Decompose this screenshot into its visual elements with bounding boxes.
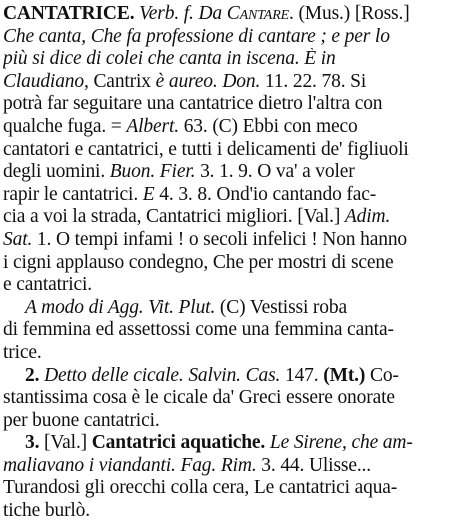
definition-text: più si dice di colei che canta in iscena. È in xyxy=(3,48,336,70)
subentry-term: Cantatrici aquatiche. xyxy=(91,432,266,454)
entry-line xyxy=(3,229,469,252)
entry-line xyxy=(3,455,469,478)
entry-line xyxy=(3,71,469,94)
text-run: . (Mus.) [Ross.] xyxy=(289,3,410,24)
text-run: per buone cantatrici. xyxy=(3,409,160,431)
source-word: Cantare xyxy=(226,3,289,24)
sense-label: A modo di Agg. Vit. Plut. xyxy=(25,296,216,318)
sense-label: Detto delle cicale. Salvin. Cas. xyxy=(44,364,281,386)
text-run: qualche fuga. = xyxy=(3,115,127,137)
dictionary-entry xyxy=(3,3,469,523)
citation: Buon. Fier. xyxy=(109,161,196,183)
headword: CANTATRICE. xyxy=(3,3,135,24)
text-run: 4. 3. 8. Ond'io cantando fac- xyxy=(154,183,377,205)
sense-number: 3. xyxy=(25,432,40,454)
text-run: 1. O tempi infami ! o secoli infelici ! Non hanno xyxy=(32,228,408,250)
definition-text: Le Sirene, che am- xyxy=(269,432,413,454)
entry-line xyxy=(3,500,469,523)
text-run: stantissima cosa è le cicale da' Greci essere onorate xyxy=(3,387,395,409)
text-run: di femmina ed assettossi come una femmina canta- xyxy=(3,319,394,341)
entry-line xyxy=(3,297,469,320)
entry-line xyxy=(3,387,469,410)
text-run: degli uomini. xyxy=(3,161,110,183)
citation: E xyxy=(142,183,155,205)
text-run: Claudiano, xyxy=(3,70,94,92)
entry-line xyxy=(3,206,469,229)
entry-line xyxy=(3,319,469,342)
entry-line xyxy=(3,26,469,49)
source-tag: (Mt.) xyxy=(323,364,366,386)
text-run: i cigni applauso condegno, Che per mostri di scene xyxy=(3,251,394,273)
entry-line xyxy=(3,116,469,139)
entry-line xyxy=(3,184,469,207)
text-run: Turandosi gli orecchi colla cera, Le cantatrici aqua- xyxy=(3,477,398,499)
citation: Sat. xyxy=(3,228,33,250)
text-run: Co- xyxy=(365,364,399,386)
entry-line xyxy=(3,365,469,388)
entry-line xyxy=(3,3,469,26)
text-run: (C) Vestissi roba xyxy=(215,296,347,318)
citation: Albert. xyxy=(126,115,179,137)
text-run: rapir le cantatrici. xyxy=(3,183,143,205)
entry-line xyxy=(3,93,469,116)
citation: Adim. xyxy=(344,206,391,228)
text-run: potrà far seguitare una cantatrice dietro l'altra con xyxy=(3,93,383,115)
sense-number: 2. xyxy=(25,364,40,386)
text-run: è aureo. Don. xyxy=(155,70,261,92)
text-run: Cantrix xyxy=(93,70,156,92)
grammar-note: Verb. f. Da xyxy=(139,3,227,24)
text-run: 147. xyxy=(280,364,324,386)
text-run: tiche burlò. xyxy=(3,500,91,522)
entry-line xyxy=(3,432,469,455)
text-run: e cantatrici. xyxy=(3,274,92,296)
text-run: 3. 1. 9. O va' a voler xyxy=(195,161,355,183)
text-run: trice. xyxy=(3,341,42,363)
text-run: 63. (C) Ebbi con meco xyxy=(178,115,358,137)
text-run: cantatori e cantatrici, e tutti i delicamenti de' figliuoli xyxy=(3,138,409,160)
entry-line xyxy=(3,139,469,162)
definition-text: Che canta, Che fa professione di cantare ; e per lo xyxy=(3,25,390,47)
text-run: cia a voi la strada, Cantatrici migliori. [Val.] xyxy=(3,206,345,228)
entry-line xyxy=(3,48,469,71)
text-run: [Val.] xyxy=(39,432,92,454)
definition-text: maliavano i viandanti. Fag. Rim. xyxy=(3,454,257,476)
entry-line xyxy=(3,161,469,184)
entry-line xyxy=(3,252,469,275)
text-run: 3. 44. Ulisse... xyxy=(256,454,371,476)
text-run: 11. 22. 78. Si xyxy=(260,70,367,92)
entry-line xyxy=(3,342,469,365)
entry-line xyxy=(3,274,469,297)
entry-line xyxy=(3,410,469,433)
